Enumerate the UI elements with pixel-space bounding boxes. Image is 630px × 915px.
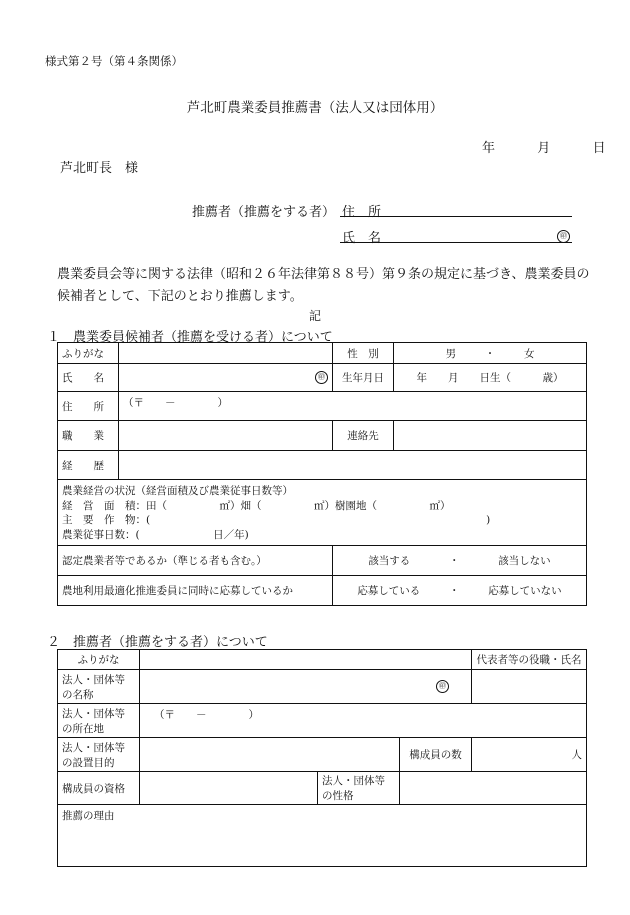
org-purpose-field[interactable]	[140, 738, 400, 772]
birth-label: 生年月日	[333, 364, 394, 392]
occupation-field[interactable]	[119, 421, 333, 451]
career-label: 経 歴	[58, 451, 119, 480]
certified-yes[interactable]: 該当する	[368, 555, 411, 567]
optimization-no[interactable]: 応募していない	[488, 585, 562, 597]
recommender-address-label: 住 所	[342, 205, 382, 220]
gender-label: 性 別	[333, 343, 394, 364]
reason-label: 推薦の理由	[62, 810, 115, 822]
occupation-label: 職 業	[58, 421, 119, 451]
org-name-field[interactable]	[140, 670, 472, 704]
section1-heading: １ 農業委員候補者（推薦を受ける者）について	[47, 330, 333, 345]
gender-male[interactable]: 男	[445, 347, 457, 360]
farming-status[interactable]	[58, 480, 587, 546]
certified-label: 認定農業者等であるか（準じる者も含む。）	[58, 546, 333, 576]
gender-field[interactable]	[394, 343, 587, 364]
name-label: 氏 名	[58, 364, 119, 392]
gender-dot: ・	[484, 347, 496, 360]
org-address-label: 法人・団体等の所在地	[58, 704, 140, 738]
postal-code: （〒 － ）	[123, 397, 228, 409]
optimization-yes[interactable]: 応募している	[357, 585, 421, 597]
farming-days: 農業従事日数：( 日／年)	[62, 528, 249, 541]
representative-label: 代表者等の役職・氏名	[472, 650, 587, 670]
date-month: 月	[537, 141, 551, 156]
address-label: 住 所	[58, 392, 119, 421]
career-field[interactable]	[119, 451, 587, 480]
address-field[interactable]	[119, 392, 587, 421]
date-day: 日	[592, 141, 606, 156]
org-address-field[interactable]	[140, 704, 587, 738]
birth-field[interactable]: 年 月 日生（ 歳）	[394, 364, 587, 392]
gender-female[interactable]: 女	[523, 347, 535, 360]
name-seal: ㊞	[315, 371, 328, 384]
org-postal: （〒 － ）	[154, 709, 259, 721]
certified-dot: ・	[449, 555, 460, 567]
org-name-label: 法人・団体等の名称	[58, 670, 140, 704]
furigana-field[interactable]	[119, 343, 333, 364]
r-furigana-field[interactable]	[140, 650, 472, 670]
form-number: 様式第２号（第４条関係）	[45, 54, 183, 68]
recommender-address-line[interactable]	[340, 216, 572, 217]
member-count-field[interactable]	[472, 738, 587, 772]
representative-field[interactable]	[472, 670, 587, 704]
org-nature-label: 法人・団体等の性格	[318, 772, 400, 805]
furigana-label: ふりがな	[58, 343, 119, 364]
addressee: 芦北町長 様	[60, 161, 139, 176]
body-text: 農業委員会等に関する法律（昭和２６年法律第８８号）第９条の規定に基づき、農業委員の候補者として、下記のとおり推薦します。	[57, 267, 590, 304]
optimization-label: 農地利用最適化推進委員に同時に応募しているか	[58, 576, 333, 606]
member-qualification-field[interactable]	[140, 772, 318, 805]
member-count-label: 構成員の数	[400, 738, 472, 772]
org-nature-field[interactable]	[400, 772, 587, 805]
optimization-options[interactable]	[333, 576, 587, 606]
page-title: 芦北町農業委員推薦書（法人又は団体用）	[186, 100, 444, 116]
r-furigana-label: ふりがな	[58, 650, 140, 670]
reason-field[interactable]	[58, 805, 587, 867]
recommender-label: 推薦者（推薦をする者）	[192, 205, 336, 220]
certified-options[interactable]	[333, 546, 587, 576]
name-field[interactable]	[119, 364, 333, 392]
section2-heading: ２ 推薦者（推薦をする者）について	[47, 635, 268, 650]
certified-no[interactable]: 該当しない	[498, 555, 551, 567]
farming-crops: 主 要 作 物：( )	[62, 514, 491, 526]
recommender-seal: ㊞	[557, 226, 570, 245]
date-year: 年	[482, 141, 496, 156]
recommender-table	[57, 649, 587, 867]
member-count-unit: 人	[571, 749, 582, 761]
farming-status-title: 農業経営の状況（経営面積及び農業従事日数等）	[62, 485, 293, 497]
org-seal: ㊞	[436, 680, 449, 693]
optimization-dot: ・	[449, 585, 460, 597]
contact-label: 連絡先	[333, 421, 394, 451]
recommender-name-line[interactable]	[340, 242, 572, 243]
recommender-name-label: 氏 名	[342, 231, 382, 246]
farming-area: 経 営 面 積：田（ ㎡）畑（ ㎡）樹園地（ ㎡）	[62, 499, 451, 512]
candidate-table	[57, 342, 587, 606]
ki-label: 記	[308, 309, 321, 323]
contact-field[interactable]	[394, 421, 587, 451]
member-qualification-label: 構成員の資格	[58, 772, 140, 805]
org-purpose-label: 法人・団体等の設置目的	[58, 738, 140, 772]
date-line	[482, 137, 606, 156]
